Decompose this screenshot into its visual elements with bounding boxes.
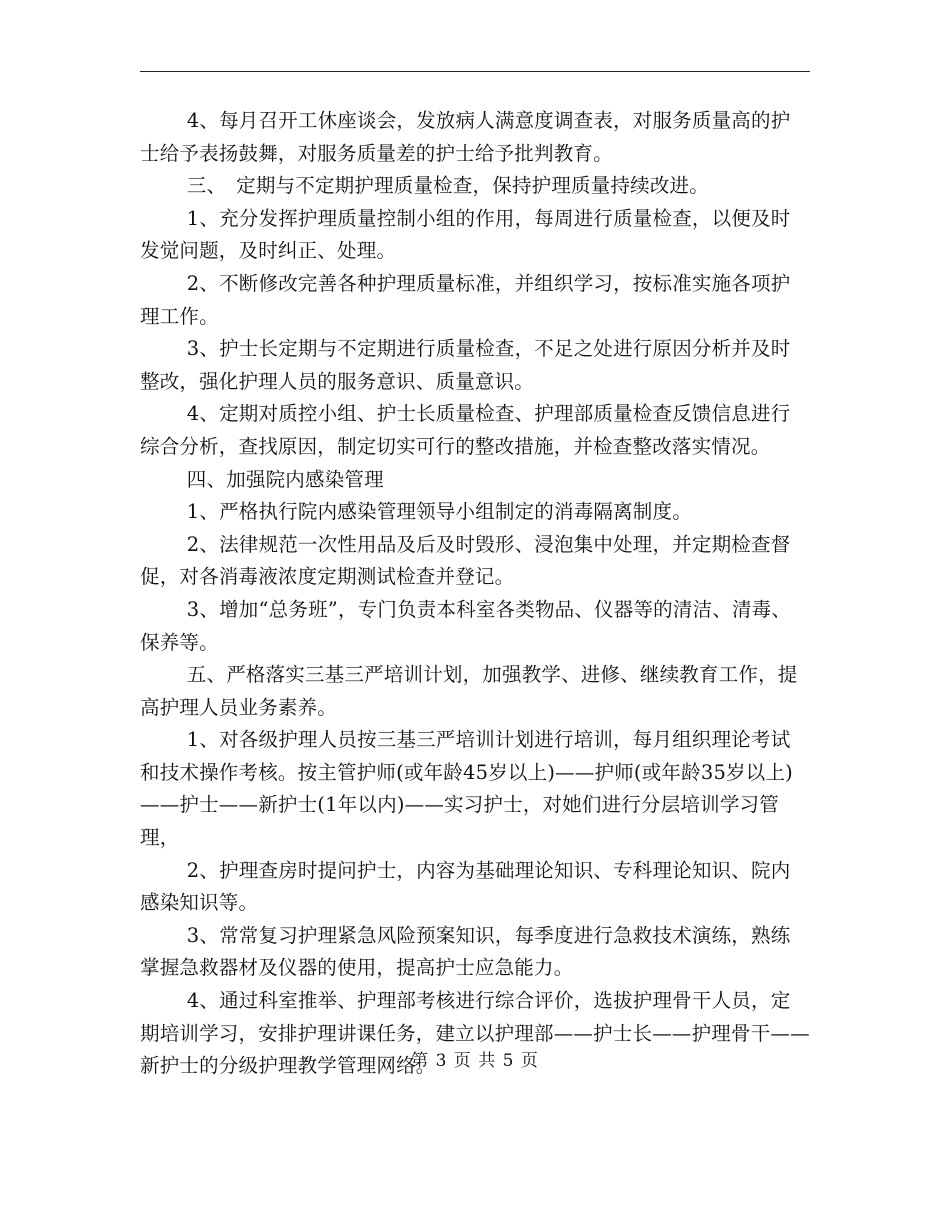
section-heading: 四、加强院内感染管理: [186, 467, 384, 491]
paragraph: 2、护理查房时提问护士，内容为基础理论知识、专科理论知识、院内感染知识等。: [140, 858, 791, 915]
paragraph: 1、严格执行院内感染管理领导小组制定的消毒隔离制度。: [186, 500, 692, 524]
document-body: [140, 105, 810, 1083]
paragraph: 3、护士长定期与不定期进行质量检查，不足之处进行原因分析并及时整改，强化护理人员的服务意识、质量意识。: [140, 337, 791, 393]
paragraph: 2、不断修改完善各种护理质量标准，并组织学习，按标准实施各项护理工作。: [140, 271, 791, 328]
paragraph: 3、增加“总务班”，专门负责本科室各类物品、仪器等的清洁、清毒、保养等。: [140, 597, 792, 654]
paragraph: 4、每月召开工休座谈会，发放病人满意度调查表，对服务质量高的护士给予表扬鼓舞，对服务质量差的护士给予批判教育。: [140, 109, 791, 165]
section-heading: 三、 定期与不定期护理质量检查，保持护理质量持续改进。: [186, 174, 709, 198]
paragraph: 4、定期对质控小组、护士长质量检查、护理部质量检查反馈信息进行综合分析，查找原因，制定切实可行的整改措施，并检查整改落实情况。: [140, 402, 791, 458]
paragraph: 4、通过科室推举、护理部考核进行综合评价，选拔护理骨干人员，定期培训学习，安排护理讲课任务，建立以护理部——护士长——护理骨干——新护士的分级护理教学管理网络。: [140, 989, 810, 1078]
section-heading: 五、严格落实三基三严培训计划，加强教学、进修、继续教育工作，提高护理人员业务素养。: [140, 663, 798, 719]
paragraph: 3、常常复习护理紧急风险预案知识，每季度进行急救技术演练，熟练掌握急救器材及仪器的使用，提高护士应急能力。: [140, 923, 791, 980]
header-rule: [140, 71, 810, 72]
paragraph: 2、法律规范一次性用品及后及时毁形、浸泡集中处理，并定期检查督促，对各消毒液浓度定期测试检查并登记。: [140, 532, 791, 589]
page-number: 第 3 页 共 5 页: [411, 1051, 539, 1071]
paragraph: 1、充分发挥护理质量控制小组的作用，每周进行质量检查，以便及时发觉问题，及时纠正、处理。: [140, 206, 791, 263]
paragraph: 1、对各级护理人员按三基三严培训计划进行培训，每月组织理论考试和技术操作考核。按主管护师(或年龄45岁以上)——护师(或年龄35岁以上)——护士——新护士(1年以内)——实习护士，对她们进行分层培训学习管理，: [140, 728, 793, 850]
